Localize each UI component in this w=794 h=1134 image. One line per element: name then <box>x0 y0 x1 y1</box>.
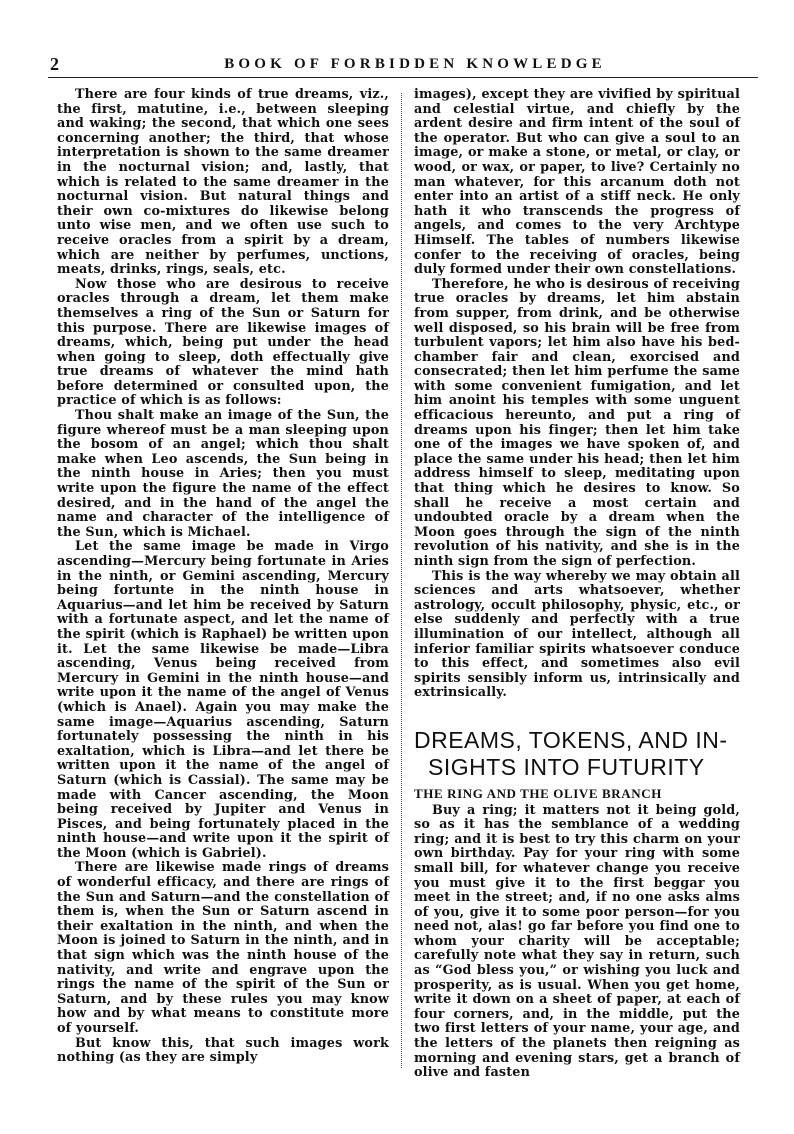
section-title-line-1: DREAMS, TOKENS, AND IN- <box>414 726 728 753</box>
paragraph: Therefore, he who is desirous of receiving true oracles by dreams, let him abstain from supper, from drink, and be otherwise well disposed, so his brain will be free from turbulent vapors; let him also have his bed-chamber fair and clean, exorcised and consecrated; then let him perfume the same with some convenient fumigation, and let him anoint his temples with some unguent efficacious hereunto, and put a ring of dreams upon his finger; then let him take one of the images we have spoken of, and place the same under his head; then let him address himself to sleep, meditating upon that thing which he desires to know. So shall he receive a most certain and undoubted oracle by a dream when the Moon goes through the sign of the ninth revolution of his nativity, and she is in the ninth sign from the sign of perfection. <box>414 276 740 569</box>
header-rule <box>48 77 758 78</box>
section-title-line-2: SIGHTS INTO FUTURITY <box>428 753 705 780</box>
right-column <box>414 88 740 1081</box>
paragraph: But know this, that such images work nothing (as they are simply <box>57 1035 389 1066</box>
paragraph: Now those who are desirous to receive oracles through a dream, let them make themselves a ring of the Sun or Saturn for this purpose. There are likewise images of dreams, which, being put under the head when going to sleep, doth effectually give true dreams of whatever the mind hath before determined or consulted upon, the practice of which is as follows: <box>57 276 389 409</box>
paragraph: There are four kinds of true dreams, viz., the first, matutine, i.e., between sleeping and waking; the second, that which one sees concerning another; the third, that whose interpretation is shown to the same dreamer in the nocturnal vision; and, lastly, that which is related to the same dreamer in the nocturnal vision. But natural things and their own co-mixtures do likewise belong unto wise men, and we often use such to receive oracles from a spirit by a dream, which are neither by perfumes, unctions, meats, drinks, rings, seals, etc. <box>57 87 389 278</box>
paragraph: Let the same image be made in Virgo ascending—Mercury being fortunate in Aries in the ninth, or Gemini ascending, Mercury being fortunte in the ninth house in Aquarius—and let him be received by Saturn with a fortunate aspect, and let the name of the spirit (which is Raphael) be written upon it. Let the same likewise be made—Libra ascending, Venus being received from Mercury in Gemini in the ninth house—and write upon it the name of the angel of Venus (which is Anael). Again you may make the same image—Aquarius ascending, Saturn fortunately possessing the ninth in his exaltation, which is Libra—and let there be written upon it the name of the angel of Saturn (which is Cassial). The same may be made with Cancer ascending, the Moon being received by Jupiter and Venus in Pisces, and being fortunately placed in the ninth house—and write upon it the spirit of the Moon (which is Gabriel). <box>57 539 389 861</box>
column-divider <box>401 93 402 1068</box>
paragraph: Thou shalt make an image of the Sun, the figure whereof must be a man sleeping upon the bosom of an angel; which thou shalt make when Leo ascends, the Sun being in the ninth house in Aries; then you must write upon the figure the name of the effect desired, and in the hand of the angel the name and character of the intelligence of the Sun, which is Michael. <box>57 408 389 540</box>
paragraph: This is the way whereby we may obtain all sciences and arts whatsoever, whether astrology, occult philosophy, physic, etc., or else suddenly and perfectly with a true illumination of our intellect, although all inferior familiar spirits whatsoever conduce to this effect, and sometimes also evil spirits sensibly inform us, intrinsically and extrinsically. <box>414 568 740 701</box>
page-header <box>40 52 754 78</box>
paragraph: Buy a ring; it matters not it being gold, so as it has the semblance of a wedding ring; and it is best to try this charm on your own birthday. Pay for your ring with some small bill, for whatever change you receive you must give it to the first beggar you meet in the street; and, if no one asks alms of you, give it to some poor person—for you need not, alas! go far before you find one to whom your charity will be acceptable; carefully note what they say in return, such as “God bless you,” or wishing you luck and prosperity, as is usual. When you get home, write it down on a sheet of paper, at each of four corners, and, in the middle, put the two first letters of your name, your age, and the letters of the planets then reigning as morning and evening stars, get a branch of olive and fasten <box>414 802 740 1081</box>
subheading: THE RING AND THE OLIVE BRANCH <box>414 785 662 801</box>
running-title: BOOK OF FORBIDDEN KNOWLEDGE <box>224 56 606 72</box>
left-column <box>57 88 389 1066</box>
section-title <box>414 727 740 781</box>
paragraph: There are likewise made rings of dreams of wonderful efficacy, and there are rings of the Sun and Saturn—and the constellation of them is, when the Sun or Saturn ascend in their exaltation in the ninth, and when the Moon is joined to Saturn in the ninth, and in that sign which was the ninth house of the nativity, and write and engrave upon the rings the name of the spirit of the Sun or Saturn, and by these rules you may know how and by what means to constitute more of yourself. <box>57 860 389 1036</box>
paragraph: images), except they are vivified by spiritual and celestial virtue, and chiefly by the ardent desire and firm intent of the soul of the operator. But who can give a soul to an image, or make a stone, or metal, or clay, or wood, or wax, or paper, to live? Certainly no man whatever, for this arcanum doth not enter into an artist of a stiff neck. He only hath it who transcends the progress of angels, and comes to the very Archtype Himself. The tables of numbers likewise confer to the receiving of oracles, being duly formed under their own constellations. <box>414 87 740 278</box>
page-number: 2 <box>50 54 59 74</box>
